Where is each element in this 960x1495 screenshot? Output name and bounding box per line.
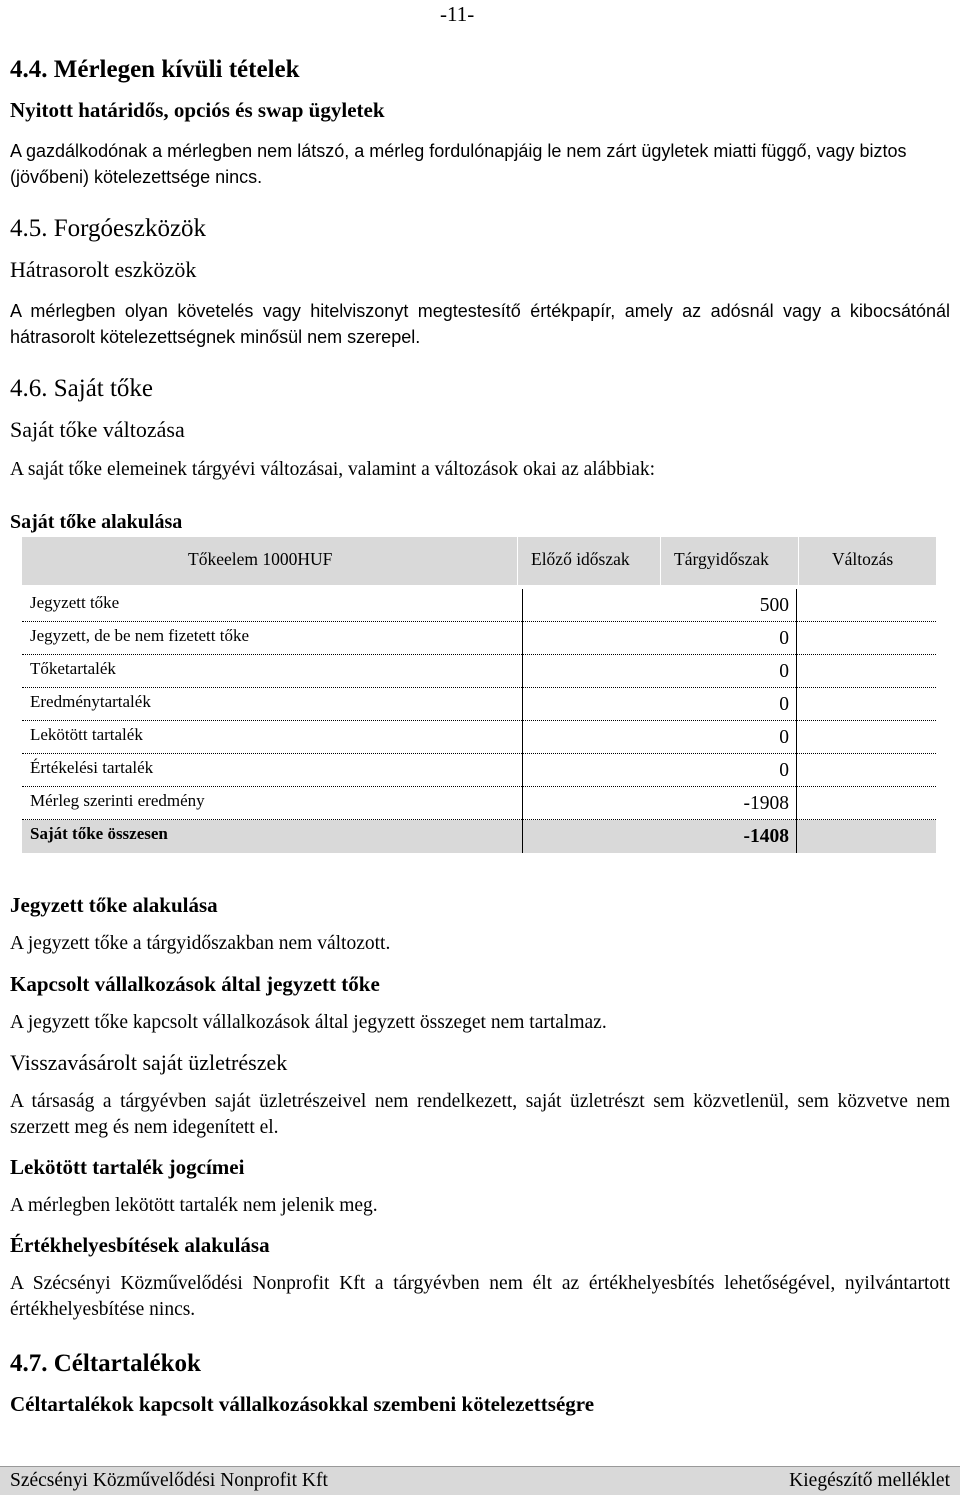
footer-company: Szécsényi Közművelődési Nonprofit Kft [10,1470,328,1491]
table-row [22,787,936,820]
row-label: Eredménytartalék [30,692,151,711]
subsection-text: A jegyzett tőke kapcsolt vállalkozások által jegyzett összeget nem tartalmaz. [10,1012,607,1033]
section-4-5-text: A mérlegben olyan követelés vagy hitelviszonyt megtestesítő értékpapír, amely az adósnál vagy a kibocsátónál hátrasorolt kötelezettségnek minősül nem szerepel. [10,301,950,347]
row-value: -1908 [743,793,789,814]
table-row [22,622,936,655]
section-4-7-subheading: Céltartalékok kapcsolt vállalkozásokkal szembeni kötelezettségre [10,1392,595,1416]
section-4-4-text: A gazdálkodónak a mérlegben nem látszó, a mérleg fordulónapjáig le nem zárt ügyletek miatti függő, vagy biztos (jövőbeni) kötelezettsége nincs. [10,141,907,187]
page-footer [0,1466,960,1495]
section-4-5-subheading: Hátrasorolt eszközök [10,257,197,282]
subsection-text: A Szécsényi Közművelődési Nonprofit Kft a tárgyévben nem élt az értékhelyesbítés lehetőségével, nyilvántartott értékhelyesbítése nincs. [10,1273,950,1320]
table-total-row [22,820,936,853]
section-4-7-heading: 4.7. Céltartalékok [10,1350,201,1377]
subsection-title: Jegyzett tőke alakulása [10,893,218,917]
row-value: 500 [759,595,789,616]
table-row [22,688,936,721]
total-label: Saját tőke összesen [30,824,168,843]
row-label: Értékelési tartalék [30,758,154,777]
row-label: Mérleg szerinti eredmény [30,791,205,810]
col-header-change: Változás [832,549,894,569]
col-header-current: Tárgyidőszak [674,549,769,569]
row-value: 0 [779,661,789,682]
page-number: -11- [440,2,475,26]
col-header-component: Tőkeelem 1000HUF [188,549,333,569]
section-4-4-heading: 4.4. Mérlegen kívüli tételek [10,56,300,83]
total-value: -1408 [743,826,789,847]
table-row [22,655,936,688]
table-row [22,754,936,787]
row-label: Tőketartalék [30,659,116,678]
section-4-6-heading: 4.6. Saját tőke [10,375,154,402]
subsection-title: Visszavásárolt saját üzletrészek [10,1050,288,1075]
row-value: 0 [779,694,789,715]
section-4-6-text: A saját tőke elemeinek tárgyévi változásai, valamint a változások okai az alábbiak: [10,459,656,480]
equity-table-title: Saját tőke alakulása [10,511,183,533]
row-value: 0 [779,760,789,781]
subsection-text: A társaság a tárgyévben saját üzletrészeivel nem rendelkezett, saját üzletrészt sem közvetlenül, sem közvetve nem szerzett meg és nem idegenített el. [10,1091,950,1138]
col-header-previous: Előző időszak [531,549,630,569]
subsection-text: A mérlegben lekötött tartalék nem jelenik meg. [10,1195,378,1216]
footer-doc-title: Kiegészítő melléklet [789,1470,950,1491]
subsection-text: A jegyzett tőke a tárgyidőszakban nem változott. [10,933,391,954]
section-4-6-subheading: Saját tőke változása [10,417,185,442]
row-value: 0 [779,727,789,748]
table-row [22,721,936,754]
row-value: 0 [779,628,789,649]
subsection-title: Értékhelyesbítések alakulása [10,1233,270,1257]
equity-table-header [22,537,936,585]
table-row [22,589,936,622]
section-4-5-heading: 4.5. Forgóeszközök [10,215,207,242]
subsection-title: Lekötött tartalék jogcímei [10,1155,245,1179]
subsection-title: Kapcsolt vállalkozások által jegyzett tőke [10,972,380,996]
section-4-4-subheading: Nyitott határidős, opciós és swap ügyletek [10,98,385,122]
row-label: Lekötött tartalék [30,725,143,744]
row-label: Jegyzett, de be nem fizetett tőke [30,626,250,645]
row-label: Jegyzett tőke [30,593,120,612]
